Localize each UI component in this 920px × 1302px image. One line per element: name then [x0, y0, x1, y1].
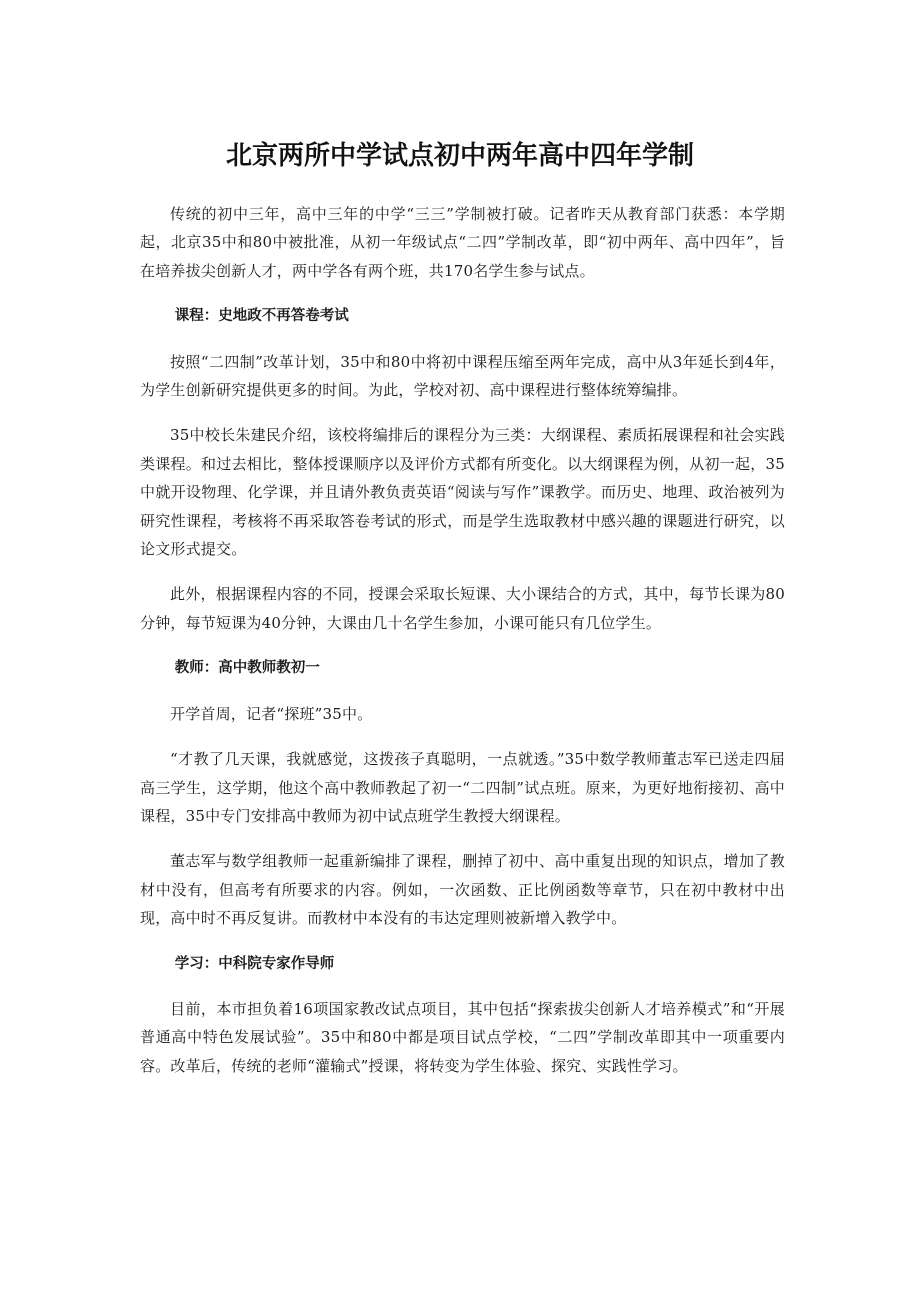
section-heading-curriculum: 课程：史地政不再答卷考试 [174, 308, 349, 325]
paragraph: 传统的初中三年，高中三年的中学“三三”学制被打破。记者昨天从教育部门获悉：本学期起，北京35中和80中被批准，从初一年级试点“二四”学制改革，即“初中两年、高中四年”，旨在培养拔尖创新人才，两中学各有两个班，共170名学生参与试点。 [140, 205, 785, 280]
paragraph: 开学首周，记者“探班”35中。 [170, 704, 373, 723]
paragraph: “才教了几天课，我就感觉，这拨孩子真聪明，一点就透。”35中数学教师董志军已送走四届高三学生，这学期，他这个高中教师教起了初一“二四制”试点班。原来，为更好地衔接初、高中课程，35中专门安排高中教师为初中试点班学生教授大纲课程。 [140, 750, 785, 825]
paragraph: 35中校长朱建民介绍，该校将编排后的课程分为三类：大纲课程、素质拓展课程和社会实践类课程。和过去相比，整体授课顺序以及评价方式都有所变化。以大纲课程为例，从初一起，35中就开设物理、化学课，并且请外教负责英语“阅读与写作”课教学。而历史、地理、政治被列为研究性课程，考核将不再采取答卷考试的形式，而是学生选取教材中感兴趣的课题进行研究，以论文形式提交。 [140, 426, 785, 559]
paragraph: 目前，本市担负着16项国家教改试点项目，其中包括“探索拔尖创新人才培养模式”和“开展普通高中特色发展试验”。35中和80中都是项目试点学校，“二四”学制改革即其中一项重要内容。改革后，传统的老师“灌输式”授课，将转变为学生体验、探究、实践性学习。 [140, 999, 785, 1075]
page-title: 北京两所中学试点初中两年高中四年学制 [225, 141, 694, 171]
article-body [140, 200, 785, 1097]
paragraph: 此外，根据课程内容的不同，授课会采取长短课、大小课结合的方式，其中，每节长课为80分钟，每节短课为40分钟，大课由几十名学生参加，小课可能只有几位学生。 [140, 585, 785, 632]
section-heading-teachers: 教师：高中教师教初一 [174, 660, 320, 677]
paragraph: 按照“二四制”改革计划，35中和80中将初中课程压缩至两年完成，高中从3年延长到4年，为学生创新研究提供更多的时间。为此，学校对初、高中课程进行整体统筹编排。 [140, 352, 785, 400]
paragraph: 董志军与数学组教师一起重新编排了课程，删掉了初中、高中重复出现的知识点，增加了教材中没有，但高考有所要求的内容。例如，一次函数、正比例函数等章节，只在初中教材中出现，高中时不再反复讲。而教材中本没有的韦达定理则被新增入教学中。 [140, 852, 785, 928]
section-heading-learning: 学习：中科院专家作导师 [174, 955, 335, 972]
